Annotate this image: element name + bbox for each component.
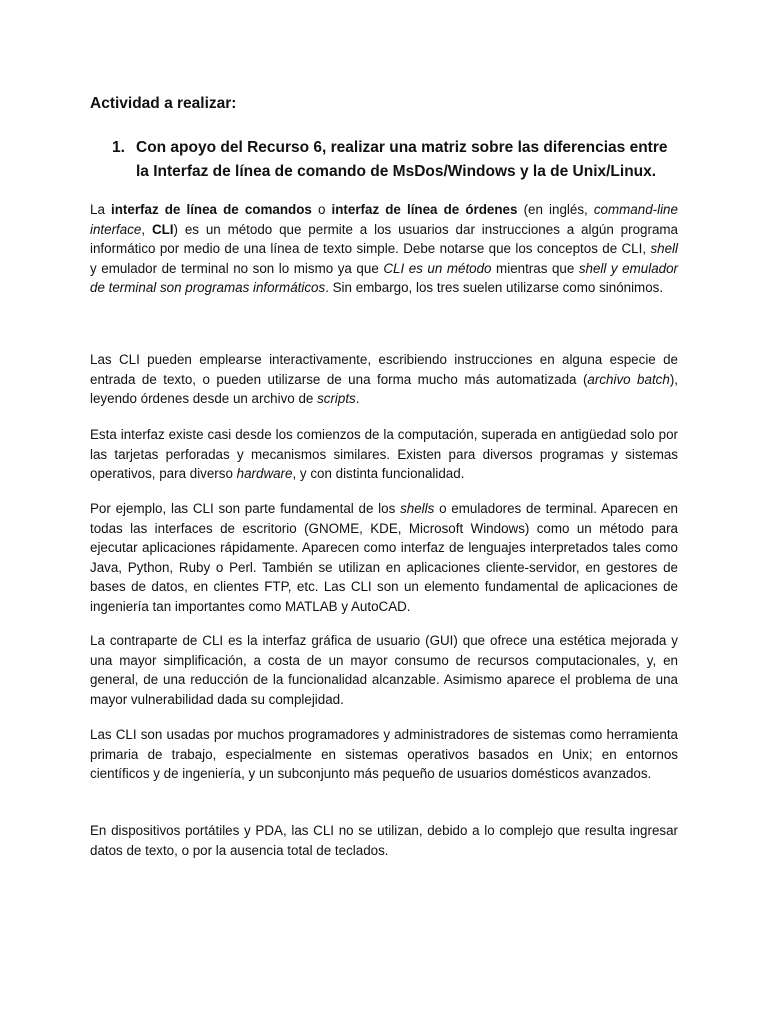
section-heading: Actividad a realizar: [90, 95, 237, 112]
p1-bold-cli: CLI [151, 221, 174, 237]
p1-bold-term-2: interfaz de línea de órdenes [331, 202, 518, 217]
paragraph-cli-users: Las CLI son usadas por muchos programadores y administradores de sistemas como herramienta primaria de trabajo, especialmente en sistemas operativos basados en Unix; en entornos científicos y de ingeniería, y un subconjunto más pequeño de usuarios domésticos avanzados. [90, 727, 678, 781]
p1-text-g: y emulador de terminal no son lo mismo ya que [90, 260, 384, 276]
paragraph-gui-comparison: La contraparte de CLI es la interfaz gráfica de usuario (GUI) que ofrece una estética mejorada y una mayor simplificación, a costa de un mayor consumo de recursos computacionales, y, en general, de una reducción de la funcionalidad alcanzable. Asimismo aparece el problema de una mayor vulnerabilidad dada su complejidad. [90, 633, 678, 707]
paragraph-cli-definition [90, 200, 678, 298]
p1-italic-shell: shell [650, 241, 678, 256]
task-item [112, 136, 682, 184]
p3-italic-hardware: hardware [236, 466, 293, 481]
p2-text-c: . [355, 391, 360, 406]
p1-text-a: La [90, 202, 112, 217]
p4-text-a: Por ejemplo, las CLI son parte fundamental de los [90, 501, 401, 516]
p2-italic-batch: archivo batch [587, 371, 670, 387]
p4-italic-shells: shells [400, 501, 435, 516]
p2-text-a: Las CLI pueden emplearse interactivamente, escribiendo instrucciones en alguna especie de entrada de texto, o pueden utilizarse de una forma mucho más automatizada ( [90, 352, 678, 387]
task-text: Con apoyo del Recurso 6, realizar una matriz sobre las diferencias entre la Interfaz de línea de comando de MsDos/Windows y la de Unix/Linux. [136, 139, 668, 180]
paragraph-portable-devices: En dispositivos portátiles y PDA, las CLI no se utilizan, debido a lo complejo que resulta ingresar datos de texto, o por la ausencia total de teclados. [90, 823, 678, 858]
p1-text-d: (en inglés, [517, 202, 594, 217]
p2-italic-scripts: scripts [317, 391, 356, 406]
p1-text-c: o [311, 202, 332, 217]
paragraph-cli-history [90, 425, 678, 484]
p3-text-a: Esta interfaz existe casi desde los comienzos de la computación, superada en antigüedad solo por las tarjetas perforadas y mecanismos similares. Existen para diversos programas y sistemas operativos, para diverso [90, 427, 678, 481]
paragraph-cli-examples [90, 499, 678, 616]
p1-italic-cli-method: CLI es un método [383, 260, 492, 276]
p2-text-b: ), leyendo órdenes desde un archivo de [90, 371, 678, 406]
p1-text-j: . Sin embargo, los tres suelen utilizarse como sinónimos. [325, 280, 664, 295]
p3-text-b: , y con distinta funcionalidad. [292, 466, 465, 481]
p1-italic-english-term: command-line interface [90, 202, 678, 237]
paragraph-cli-usage [90, 350, 678, 409]
p1-text-e: , [141, 221, 152, 237]
task-number: 1. [112, 139, 125, 156]
p1-italic-programs: shell y emulador de terminal son programas informáticos [90, 260, 678, 295]
p1-bold-term-1: interfaz de línea de comandos [111, 202, 312, 217]
p4-text-b: o emuladores de terminal. Aparecen en todas las interfaces de escritorio (GNOME, KDE, Microsoft Windows) como un método para ejecutar aplicaciones rápidamente. Aparecen como interfaz de lenguajes interpretados tales como Java, Python, Ruby o Perl. También se utilizan en aplicaciones cliente-servidor, en gestores de bases de datos, en clientes FTP, etc. Las CLI son un elemento fundamental de aplicaciones de ingeniería tan importantes como MATLAB y AutoCAD. [90, 501, 678, 614]
p1-text-f: ) es un método que permite a los usuarios dar instrucciones a algún programa informático por medio de una línea de texto simple. Debe notarse que los conceptos de CLI, [90, 221, 678, 256]
p1-text-h: mientras que [491, 260, 579, 276]
